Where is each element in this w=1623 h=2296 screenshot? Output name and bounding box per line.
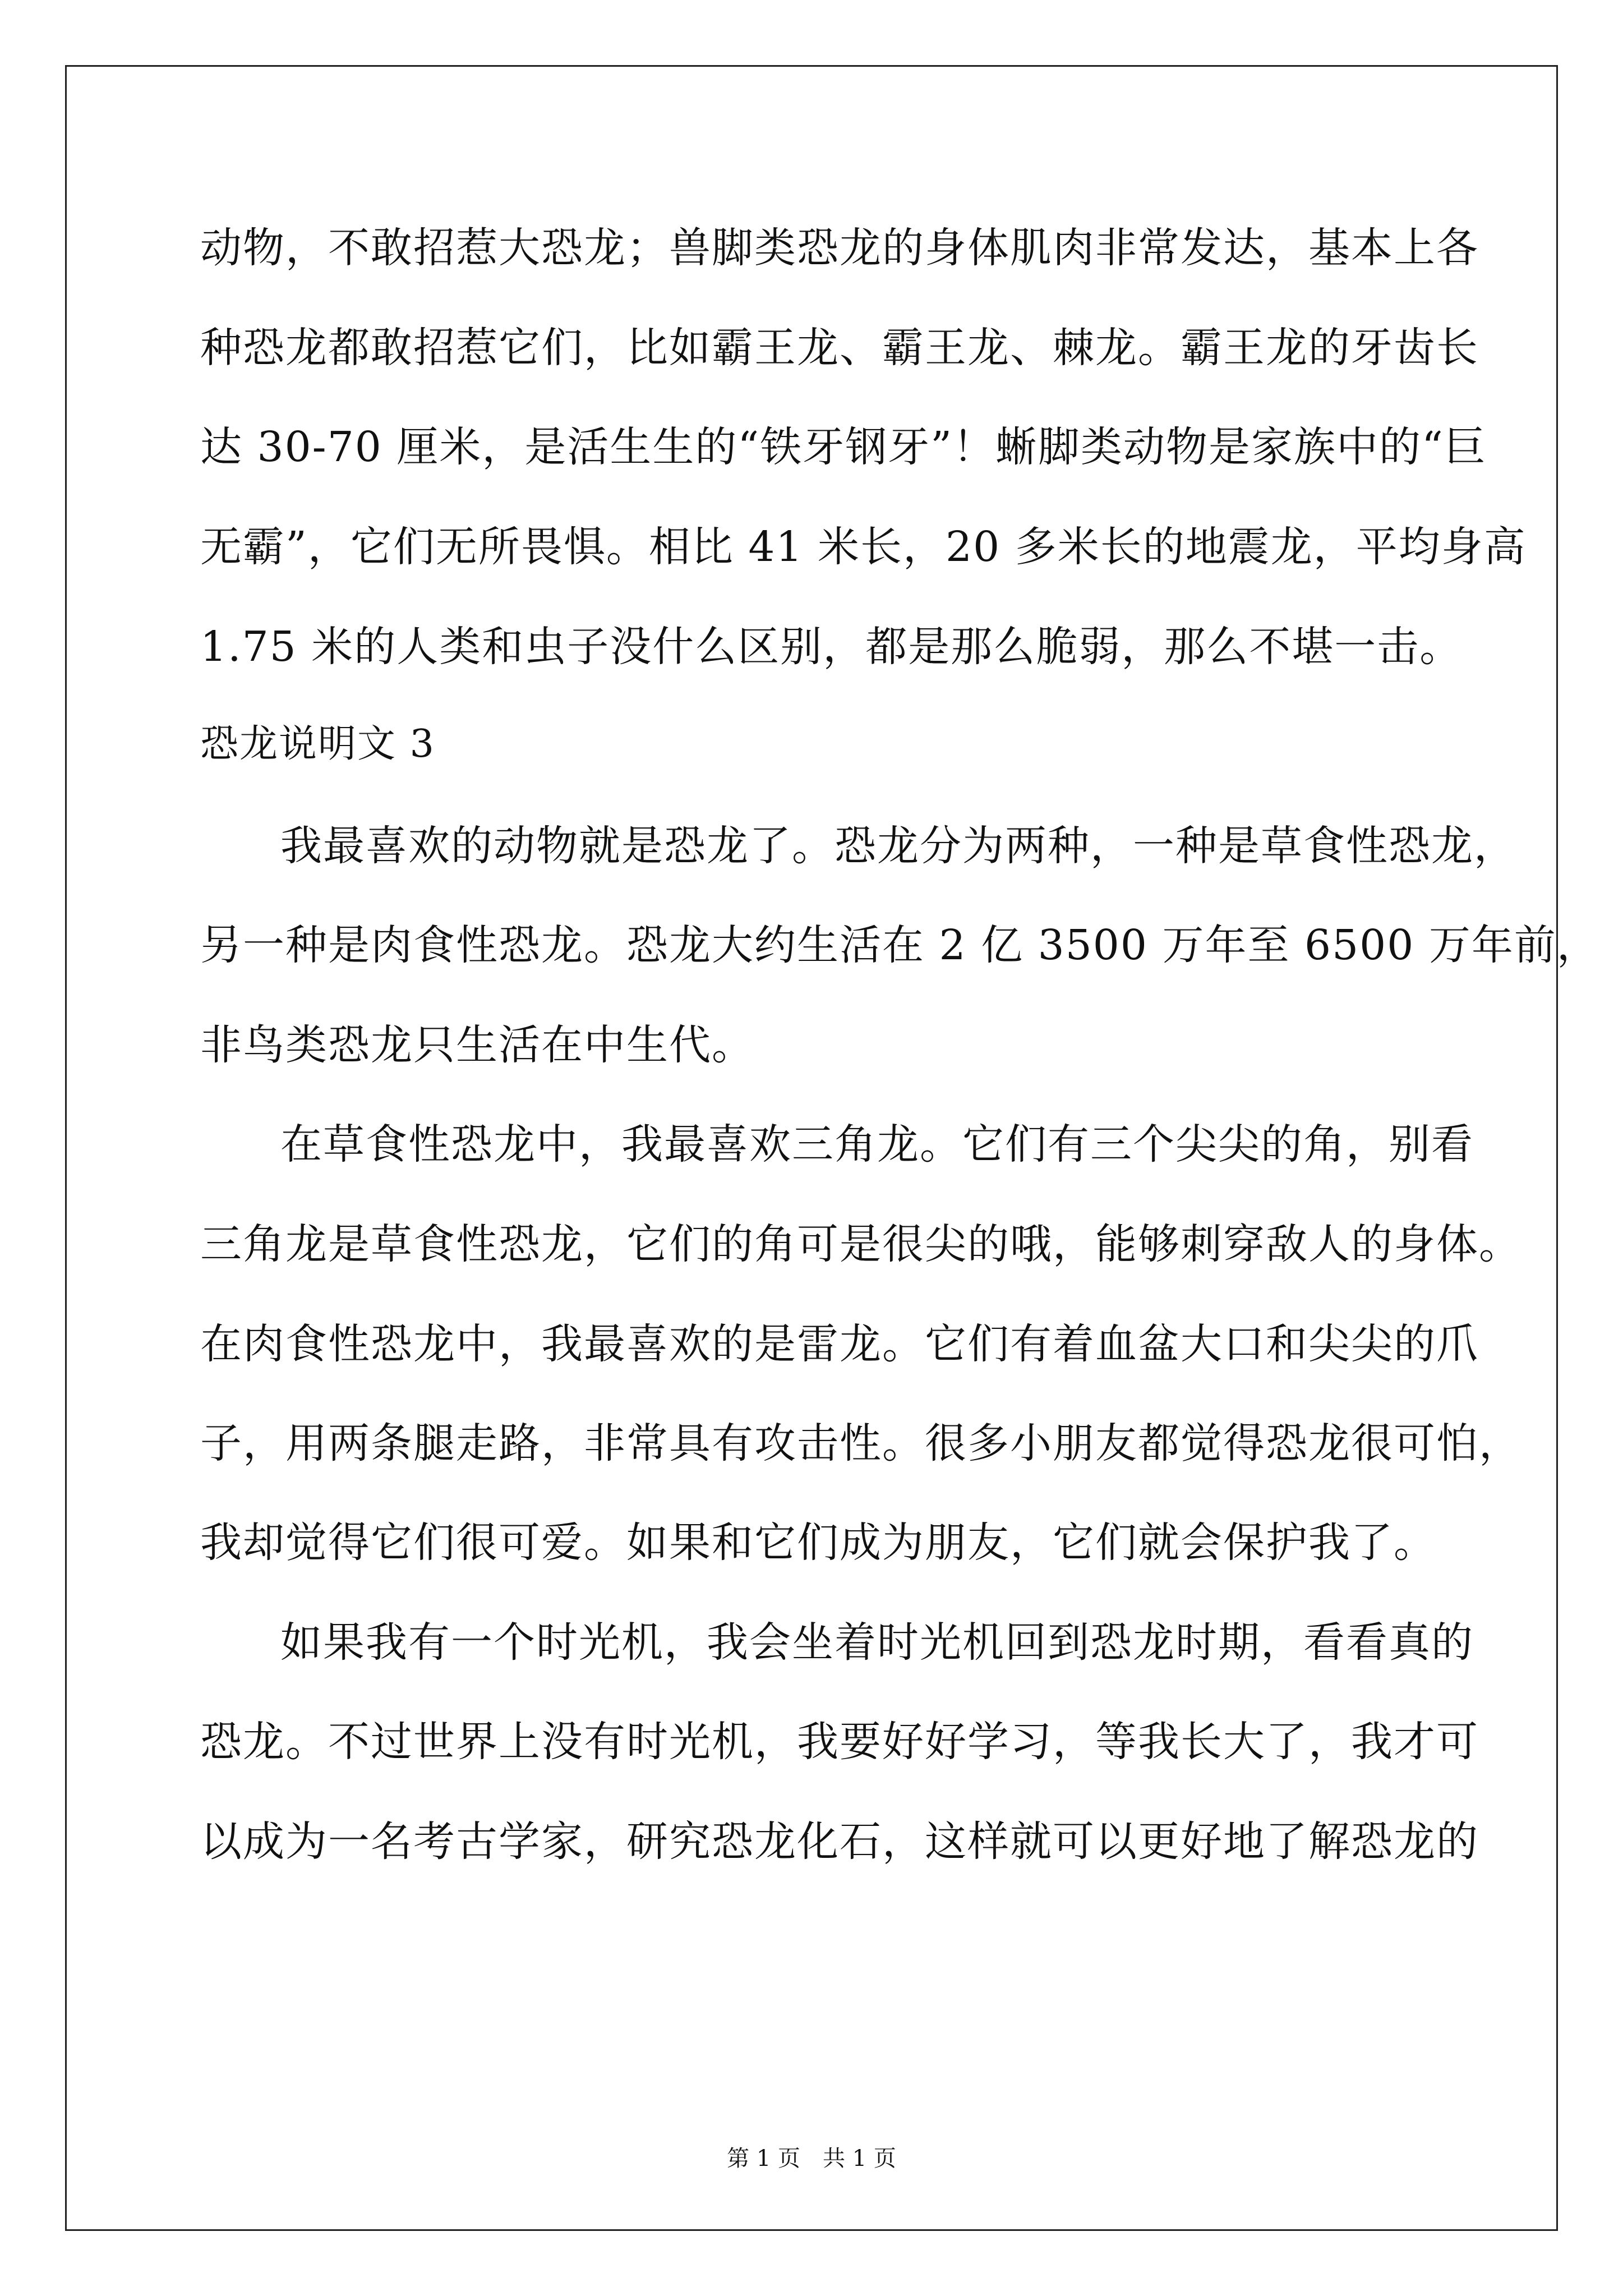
text-line: 子，用两条腿走路，非常具有攻击性。很多小朋友都觉得恐龙很可怕，: [200, 1419, 1521, 1467]
text-line: 1.75 米的人类和虫子没什么区别，都是那么脆弱，那么不堪一击。: [200, 623, 1463, 671]
page-footer: 第 1 页 共 1 页: [727, 2146, 896, 2171]
text-line: 以成为一名考古学家，研究恐龙化石，这样就可以更好地了解恐龙的: [200, 1818, 1479, 1866]
section-heading: 恐龙说明文 3: [200, 722, 435, 766]
text-line: 无霸”，它们无所畏惧。相比 41 米长，20 多米长的地震龙，平均身高: [200, 523, 1527, 571]
text-line: 如果我有一个时光机，我会坐着时光机回到恐龙时期，看看真的: [280, 1618, 1474, 1667]
text-line: 非鸟类恐龙只生活在中生代。: [200, 1021, 754, 1069]
text-line: 在肉食性恐龙中，我最喜欢的是雷龙。它们有着血盆大口和尖尖的爪: [200, 1320, 1479, 1368]
text-line: 种恐龙都敢招惹它们，比如霸王龙、霸王龙、棘龙。霸王龙的牙齿长: [200, 324, 1479, 372]
text-line: 达 30-70 厘米，是活生生的“铁牙钢牙”！蜥脚类动物是家族中的“巨: [200, 423, 1487, 471]
text-line: 另一种是肉食性恐龙。恐龙大约生活在 2 亿 3500 万年至 6500 万年前，: [200, 921, 1599, 969]
text-line: 我却觉得它们很可爱。如果和它们成为朋友，它们就会保护我了。: [200, 1519, 1436, 1567]
text-line: 在草食性恐龙中，我最喜欢三角龙。它们有三个尖尖的角，别看: [280, 1120, 1474, 1168]
text-line: 三角龙是草食性恐龙，它们的角可是很尖的哦，能够刺穿敌人的身体。: [200, 1220, 1521, 1268]
text-line: 恐龙。不过世界上没有时光机，我要好好学习，等我长大了，我才可: [200, 1718, 1479, 1766]
text-line: 我最喜欢的动物就是恐龙了。恐龙分为两种，一种是草食性恐龙，: [280, 822, 1516, 870]
text-line: 动物，不敢招惹大恐龙；兽脚类恐龙的身体肌肉非常发达，基本上各: [200, 224, 1479, 272]
